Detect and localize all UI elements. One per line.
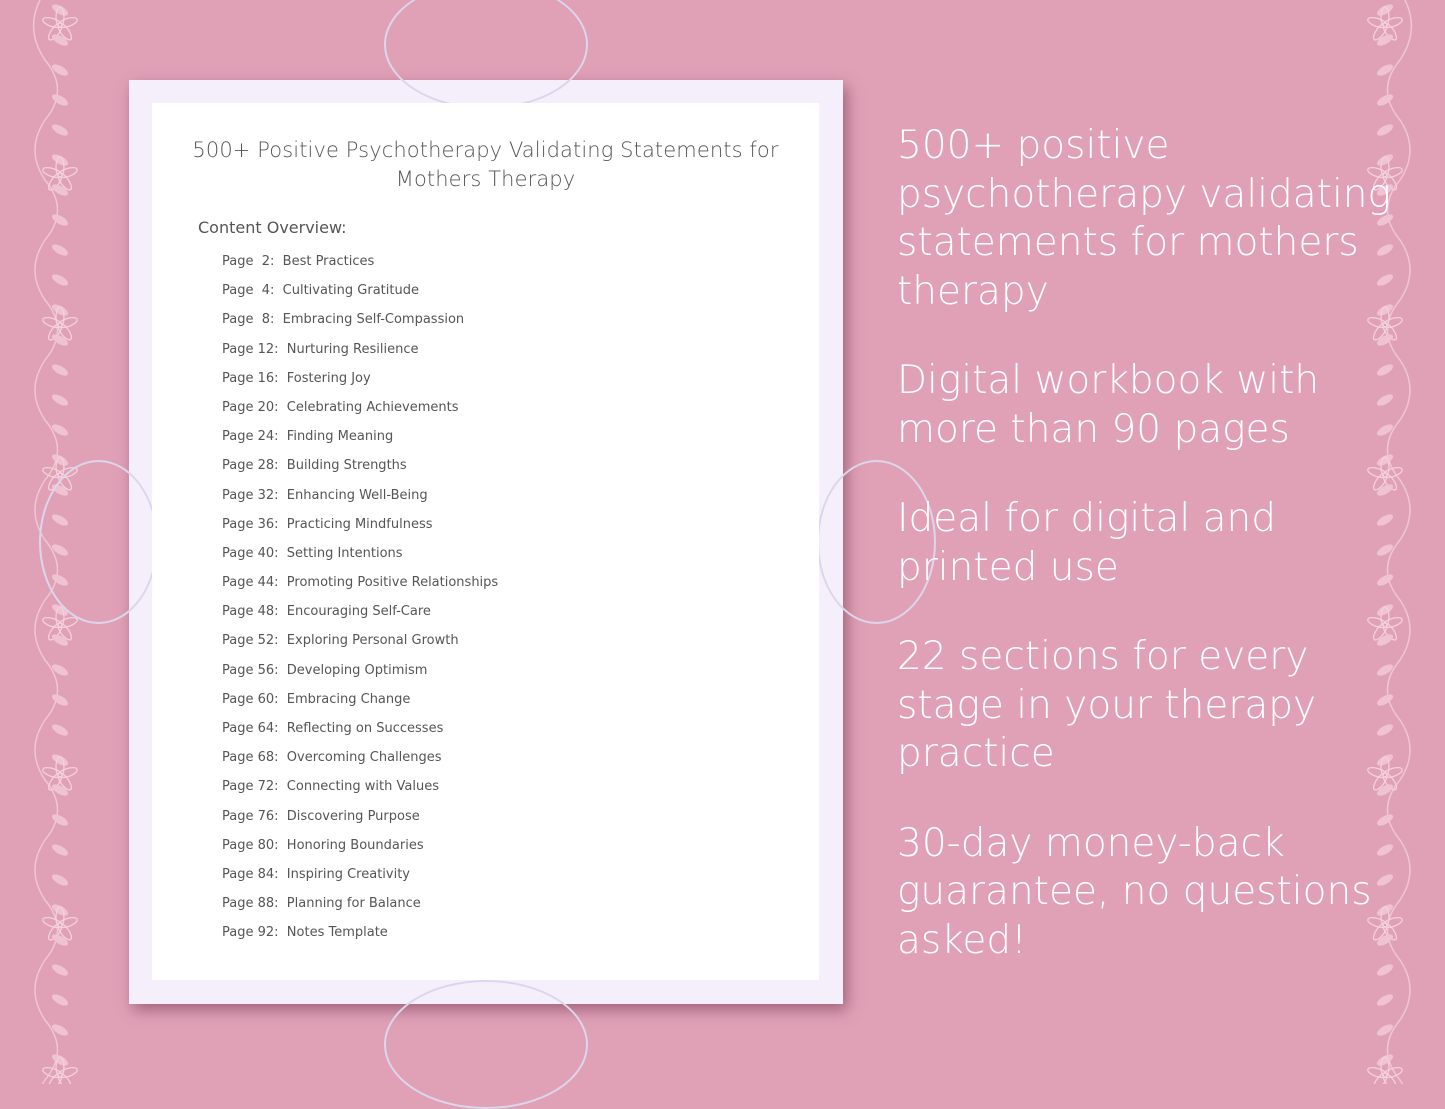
toc-page-number: Page 24:	[222, 429, 279, 445]
toc-section-title: Inspiring Creativity	[286, 866, 410, 882]
toc-item	[222, 750, 498, 779]
leaf-icon	[50, 272, 70, 288]
workbook-page-preview	[129, 80, 843, 1004]
toc-page-number: Page 16:	[222, 370, 279, 386]
toc-item	[222, 488, 498, 517]
leaf-icon	[50, 422, 70, 438]
toc-section-title: Honoring Boundaries	[286, 837, 424, 853]
toc-item	[222, 517, 498, 546]
page-content	[152, 103, 819, 980]
toc-section-title: Enhancing Well-Being	[286, 487, 428, 503]
toc-page-number: Page 60:	[222, 691, 279, 707]
toc-item	[222, 283, 498, 312]
toc-page-number: Page 68:	[222, 750, 279, 766]
leaf-icon	[50, 152, 70, 168]
toc-page-number: Page 64:	[222, 721, 279, 736]
toc-section-title: Reflecting on Successes	[286, 721, 444, 736]
leaf-icon	[50, 812, 70, 828]
toc-item	[222, 633, 498, 662]
toc-section-title: Building Strengths	[286, 458, 407, 474]
leaf-icon	[50, 872, 70, 888]
mandala-ornament-bottom	[384, 980, 588, 1109]
toc-page-number: Page 12:	[222, 341, 279, 357]
leaf-icon	[50, 842, 70, 858]
leaf-icon	[50, 302, 70, 318]
toc-page-number: Page 88:	[222, 896, 279, 912]
toc-page-number: Page 4:	[222, 283, 275, 299]
toc-item	[222, 254, 498, 283]
toc-item	[222, 575, 498, 604]
feature-item: 500+ positive psychotherapy validating statements for mothers therapy	[897, 123, 1391, 314]
leaf-icon	[50, 902, 70, 918]
leaf-icon	[50, 122, 70, 138]
leaf-icon	[50, 2, 70, 18]
toc-section-title: Exploring Personal Growth	[286, 633, 459, 649]
leaf-icon	[1375, 62, 1395, 78]
leaf-icon	[50, 692, 70, 708]
toc-section-title: Embracing Self-Compassion	[282, 312, 465, 328]
toc-page-number: Page 40:	[222, 545, 279, 561]
toc-section-title: Connecting with Values	[286, 779, 439, 795]
leaf-icon	[50, 242, 70, 258]
toc-page-number: Page 2:	[222, 254, 275, 269]
toc-item	[222, 371, 498, 400]
leaf-icon	[50, 182, 70, 198]
toc-section-title: Nurturing Resilience	[286, 341, 419, 357]
toc-section-title: Discovering Purpose	[286, 808, 420, 824]
feature-item: 30-day money-back guarantee, no questions asked!	[897, 820, 1372, 963]
toc-item	[222, 867, 498, 896]
toc-page-number: Page 8:	[222, 312, 275, 328]
toc-item	[222, 721, 498, 750]
leaf-icon	[50, 452, 70, 468]
toc-item	[222, 925, 498, 954]
document-title: 500+ Positive Psychotherapy Validating Statements for Mothers Therapy	[192, 138, 779, 191]
toc-page-number: Page 72:	[222, 779, 279, 795]
toc-page-number: Page 32:	[222, 487, 279, 503]
toc-item	[222, 838, 498, 867]
feature-item: Digital workbook with more than 90 pages	[897, 358, 1320, 452]
leaf-icon	[50, 722, 70, 738]
toc-section-title: Embracing Change	[286, 691, 411, 707]
table-of-contents	[222, 254, 498, 955]
leaf-icon	[50, 362, 70, 378]
toc-item	[222, 809, 498, 838]
toc-page-number: Page 20:	[222, 399, 279, 415]
leaf-icon	[50, 932, 70, 948]
content-overview-heading: Content Overview:	[198, 218, 347, 237]
toc-section-title: Celebrating Achievements	[286, 399, 459, 415]
leaf-icon	[1375, 32, 1395, 48]
toc-item	[222, 546, 498, 575]
feature-list	[897, 122, 1417, 1006]
toc-section-title: Fostering Joy	[286, 370, 371, 386]
leaf-icon	[1375, 92, 1395, 108]
toc-item	[222, 604, 498, 633]
toc-section-title: Planning for Balance	[286, 896, 421, 912]
toc-page-number: Page 80:	[222, 837, 279, 853]
toc-item	[222, 692, 498, 721]
leaf-icon	[50, 392, 70, 408]
toc-item	[222, 779, 498, 808]
toc-section-title: Setting Intentions	[286, 545, 403, 561]
leaf-icon	[50, 32, 70, 48]
toc-section-title: Notes Template	[286, 925, 388, 941]
leaf-icon	[50, 962, 70, 978]
toc-item	[222, 896, 498, 925]
leaf-icon	[50, 662, 70, 678]
toc-item	[222, 342, 498, 371]
feature-item: Ideal for digital and printed use	[897, 496, 1277, 590]
mandala-ornament-top	[384, 0, 588, 109]
toc-page-number: Page 76:	[222, 808, 279, 824]
toc-section-title: Promoting Positive Relationships	[286, 575, 499, 591]
toc-section-title: Overcoming Challenges	[286, 750, 442, 766]
toc-item	[222, 400, 498, 429]
leaf-icon	[50, 1022, 70, 1038]
leaf-icon	[50, 212, 70, 228]
toc-page-number: Page 52:	[222, 633, 279, 649]
toc-page-number: Page 44:	[222, 575, 279, 591]
toc-section-title: Developing Optimism	[286, 662, 428, 678]
toc-section-title: Best Practices	[282, 254, 375, 269]
toc-section-title: Cultivating Gratitude	[282, 283, 419, 299]
leaf-icon	[50, 62, 70, 78]
leaf-icon	[1375, 1022, 1395, 1038]
feature-item: 22 sections for every stage in your therapy practice	[897, 634, 1317, 776]
toc-section-title: Practicing Mindfulness	[286, 516, 433, 532]
toc-item	[222, 312, 498, 341]
leaf-icon	[50, 1052, 70, 1068]
toc-section-title: Finding Meaning	[286, 429, 394, 445]
toc-page-number: Page 92:	[222, 925, 279, 941]
leaf-icon	[1375, 1052, 1395, 1068]
toc-item	[222, 429, 498, 458]
leaf-icon	[50, 782, 70, 798]
leaf-icon	[50, 752, 70, 768]
mandala-ornament-left	[39, 460, 158, 624]
toc-item	[222, 663, 498, 692]
leaf-icon	[1375, 2, 1395, 18]
toc-page-number: Page 56:	[222, 662, 279, 678]
toc-item	[222, 458, 498, 487]
toc-section-title: Encouraging Self-Care	[286, 604, 431, 620]
toc-page-number: Page 84:	[222, 866, 279, 882]
toc-page-number: Page 36:	[222, 516, 279, 532]
toc-page-number: Page 48:	[222, 604, 279, 620]
leaf-icon	[50, 92, 70, 108]
leaf-icon	[50, 632, 70, 648]
leaf-icon	[50, 332, 70, 348]
leaf-icon	[50, 992, 70, 1008]
toc-page-number: Page 28:	[222, 458, 279, 474]
